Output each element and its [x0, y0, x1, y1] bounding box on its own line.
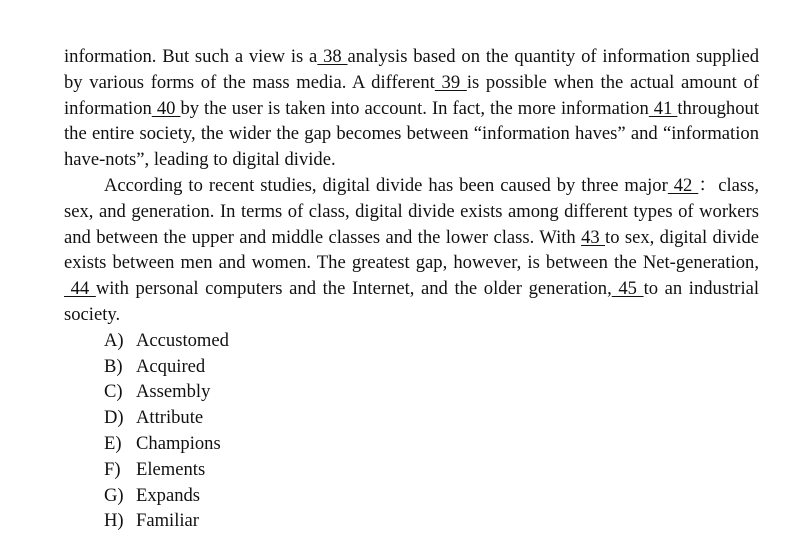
paragraph-text: analysis based on the quantity of information supplied by various forms of the mass media. A different: [64, 46, 760, 93]
blank-45: 45: [611, 278, 644, 300]
option-word: Familiar: [136, 510, 199, 532]
option-b: [104, 354, 759, 380]
paragraph-text: by the user is taken into account. In fact, the more information: [180, 97, 649, 119]
blank-44: 44: [64, 278, 96, 300]
option-letter: B): [104, 355, 123, 377]
option-letter: F): [104, 458, 121, 480]
option-word: Acquired: [136, 355, 206, 377]
blank-41: 41: [648, 97, 678, 119]
option-e: [104, 431, 759, 457]
option-letter: E): [104, 432, 122, 454]
option-h: [104, 508, 759, 534]
option-g: [104, 483, 759, 509]
option-word: Accustomed: [136, 329, 229, 351]
paragraph-text: ：class, sex, and generation. In terms of class, digital divide exists among different types of workers and between the upper and middle classes and the lower class. With: [64, 174, 760, 248]
blank-43: 43: [581, 226, 606, 248]
paragraph-2: [64, 173, 759, 328]
option-word: Elements: [136, 458, 206, 480]
paragraph-text: information. But such a view is a: [64, 46, 318, 67]
document-body: [64, 44, 759, 534]
option-letter: G): [104, 484, 124, 506]
blank-40: 40: [151, 97, 181, 119]
option-word: Assembly: [136, 381, 211, 403]
option-letter: A): [104, 329, 124, 351]
paragraph-text: is possible when the actual amount of information: [64, 71, 760, 119]
paragraph-text: with personal computers and the Internet, and the older generation,: [95, 278, 612, 300]
paragraph-text: throughout the entire society, the wider the gap becomes between “information haves” and “information have-nots”, leading to digital divide.: [64, 97, 759, 171]
blank-42: 42: [667, 174, 699, 196]
option-f: [104, 457, 759, 483]
option-word: Attribute: [136, 407, 204, 429]
option-word: Expands: [136, 484, 201, 506]
option-a: [104, 328, 759, 354]
word-bank: [64, 328, 759, 534]
option-word: Champions: [136, 432, 221, 454]
blank-39: 39: [434, 71, 467, 93]
paragraph-text: According to recent studies, digital divide has been caused by three major: [104, 174, 668, 196]
paragraph-text: to an industrial society.: [64, 278, 760, 325]
option-letter: H): [104, 510, 124, 532]
blank-38: 38: [317, 46, 348, 67]
paragraph-text: to sex, digital divide exists between men and women. The greatest gap, however, is between the Net-generation,: [64, 226, 759, 274]
option-letter: C): [104, 381, 123, 403]
option-c: [104, 379, 759, 405]
option-letter: D): [104, 407, 124, 429]
paragraph-1: [64, 44, 759, 173]
option-d: [104, 405, 759, 431]
